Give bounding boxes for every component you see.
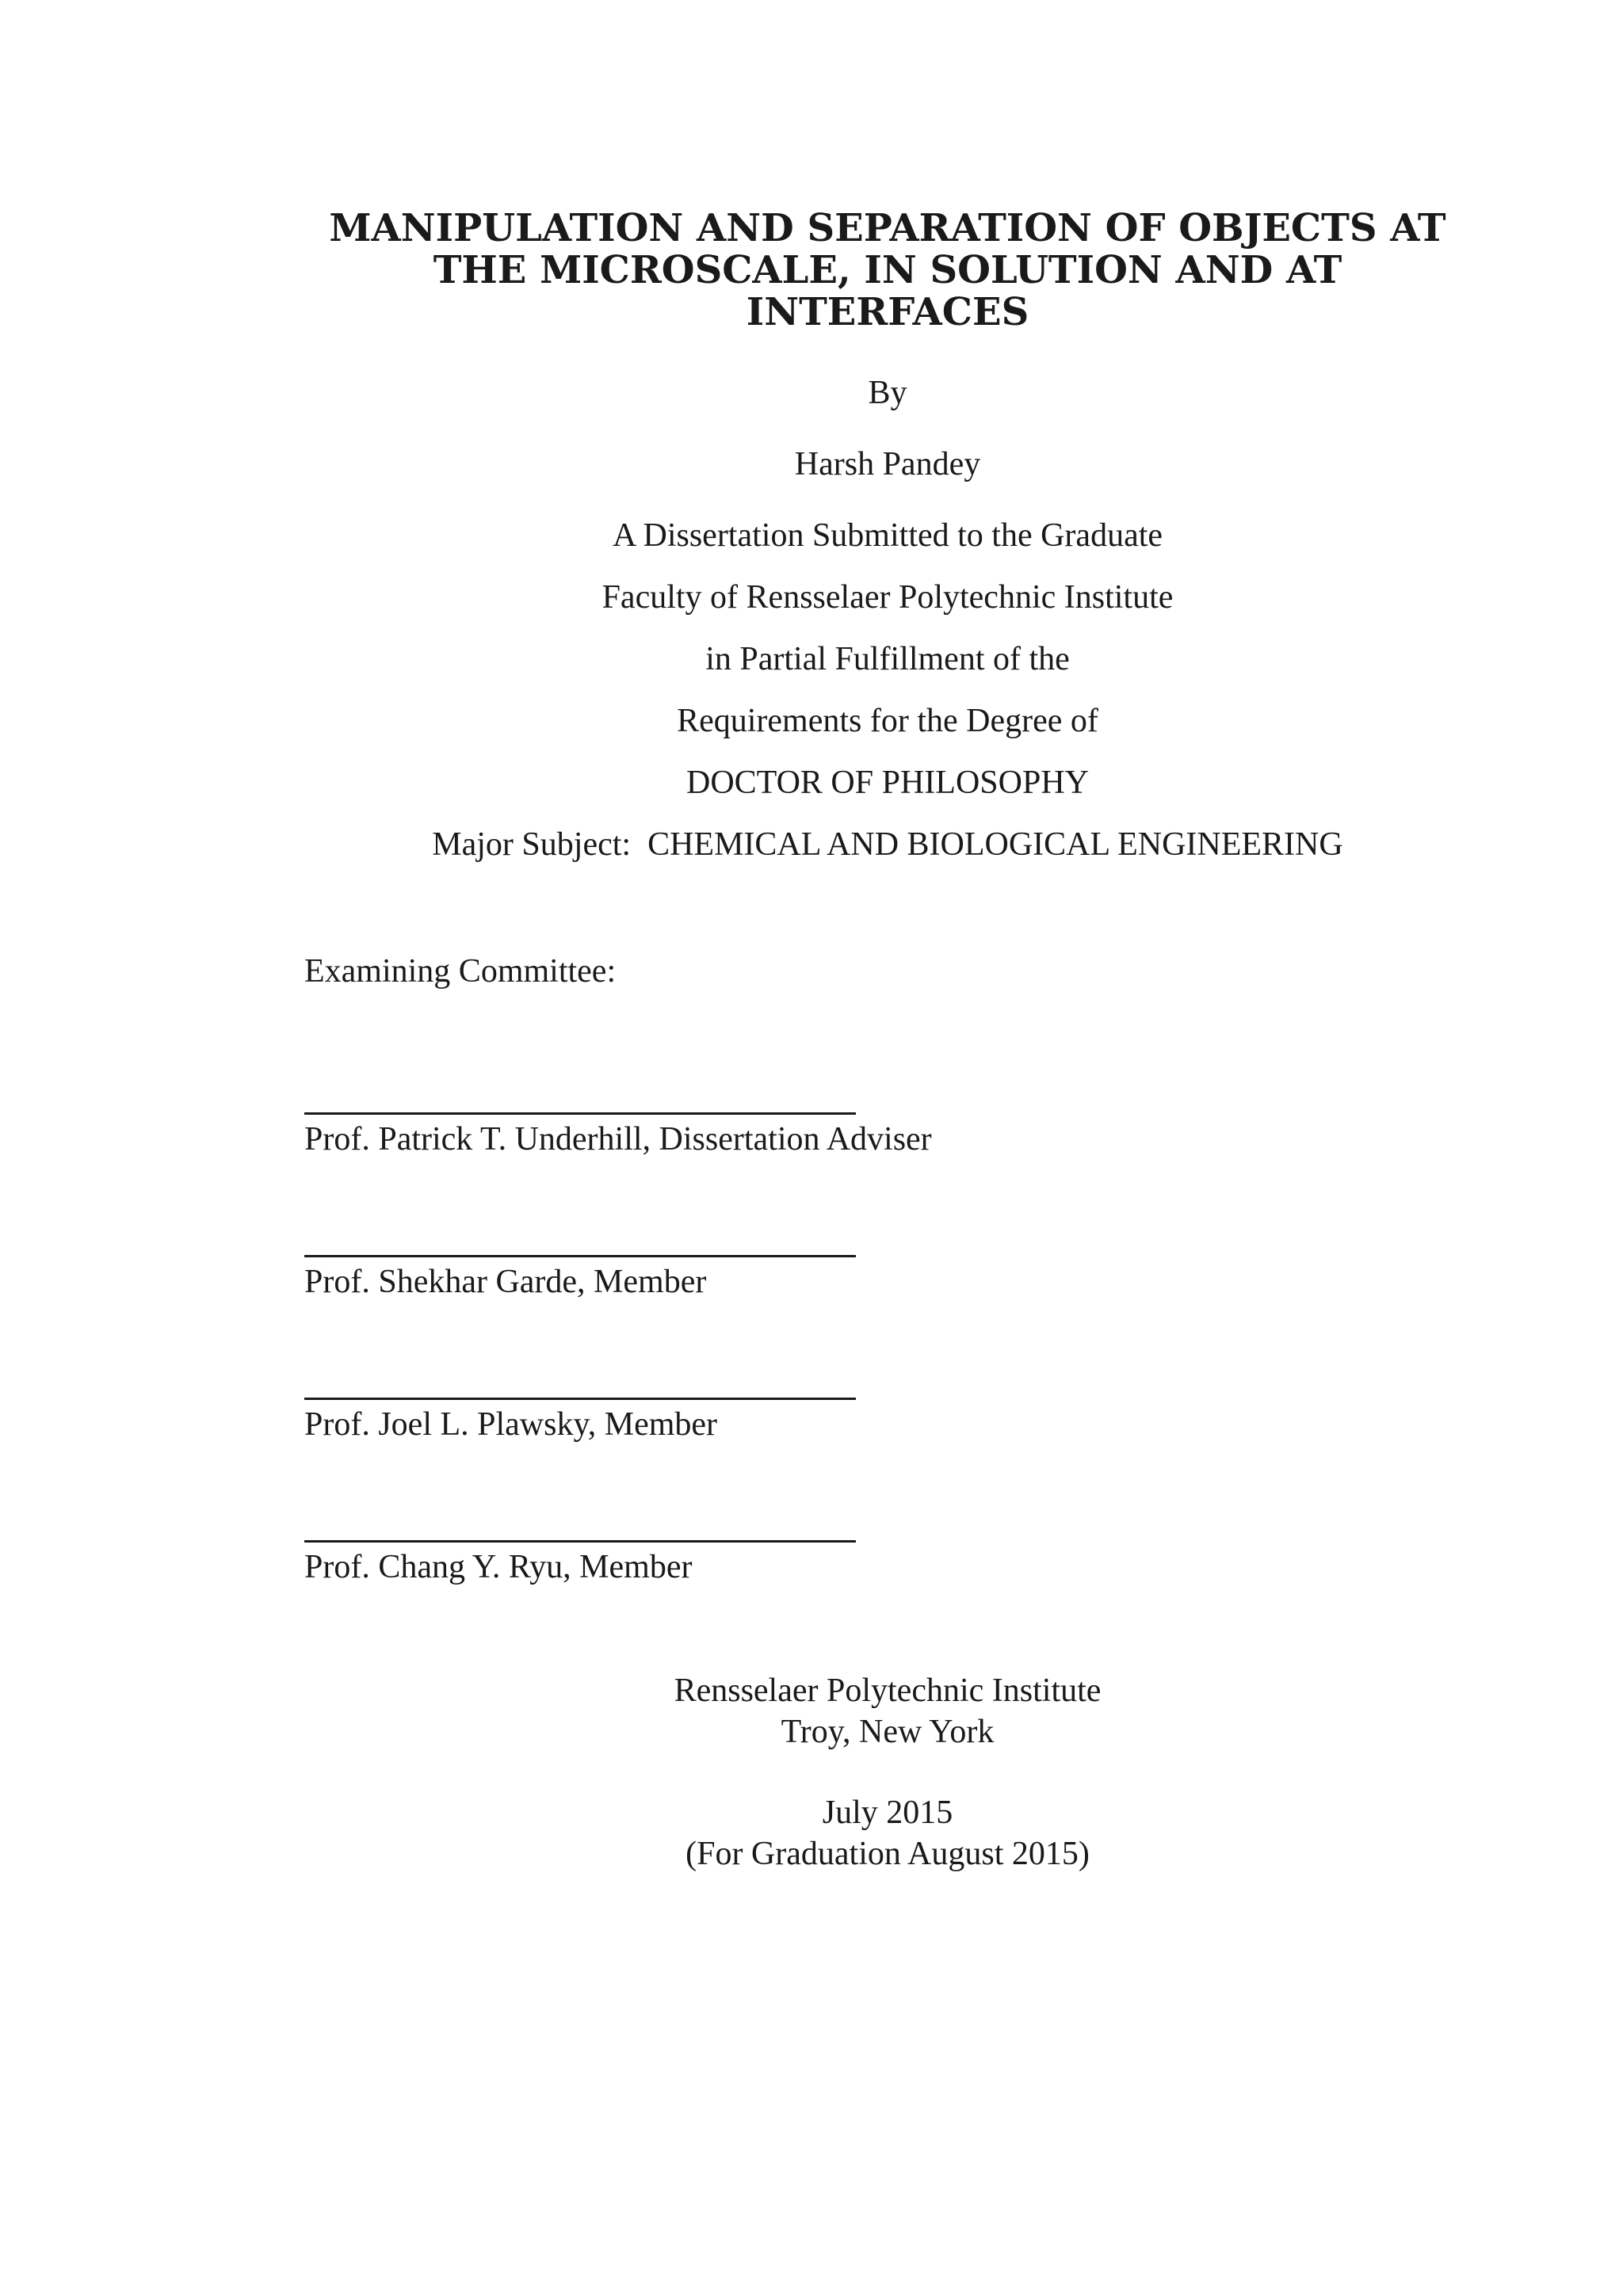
submission-line-4: Requirements for the Degree of (677, 703, 1098, 739)
degree-name: DOCTOR OF PHILOSOPHY (686, 765, 1089, 801)
major-subject (301, 824, 1474, 865)
committee-member: Prof. Patrick T. Underhill, Dissertation Adviser (304, 1121, 932, 1158)
committee-member: Prof. Joel L. Plawsky, Member (304, 1406, 718, 1443)
date-block (602, 1792, 1173, 1875)
graduation-date: (For Graduation August 2015) (685, 1836, 1090, 1872)
submission-line-2: Faculty of Rensselaer Polytechnic Institute (601, 579, 1174, 616)
submission-line-3: in Partial Fulfillment of the (705, 641, 1070, 677)
institution-location: Troy, New York (781, 1714, 995, 1750)
submission-line-1: A Dissertation Submitted to the Graduate (612, 517, 1163, 554)
by-label: By (868, 375, 907, 411)
title-line-3: INTERFACES (746, 290, 1029, 334)
major-subject-label: Major Subject: (432, 826, 632, 863)
dissertation-title (301, 208, 1474, 334)
author-name: Harsh Pandey (794, 446, 981, 482)
signature-line (304, 1398, 856, 1400)
major-subject-value: CHEMICAL AND BIOLOGICAL ENGINEERING (647, 826, 1343, 863)
institution-block (602, 1670, 1173, 1753)
committee-member: Prof. Chang Y. Ryu, Member (304, 1549, 693, 1585)
committee-member: Prof. Shekhar Garde, Member (304, 1264, 707, 1300)
committee-heading: Examining Committee: (304, 953, 617, 990)
title-line-1: MANIPULATION AND SEPARATION OF OBJECTS AT (329, 206, 1446, 250)
submission-date: July 2015 (822, 1794, 953, 1831)
title-line-2: THE MICROSCALE, IN SOLUTION AND AT (433, 248, 1342, 292)
signature-line (304, 1540, 856, 1543)
institution-name: Rensselaer Polytechnic Institute (674, 1672, 1102, 1709)
signature-line (304, 1255, 856, 1257)
signature-line (304, 1112, 856, 1115)
